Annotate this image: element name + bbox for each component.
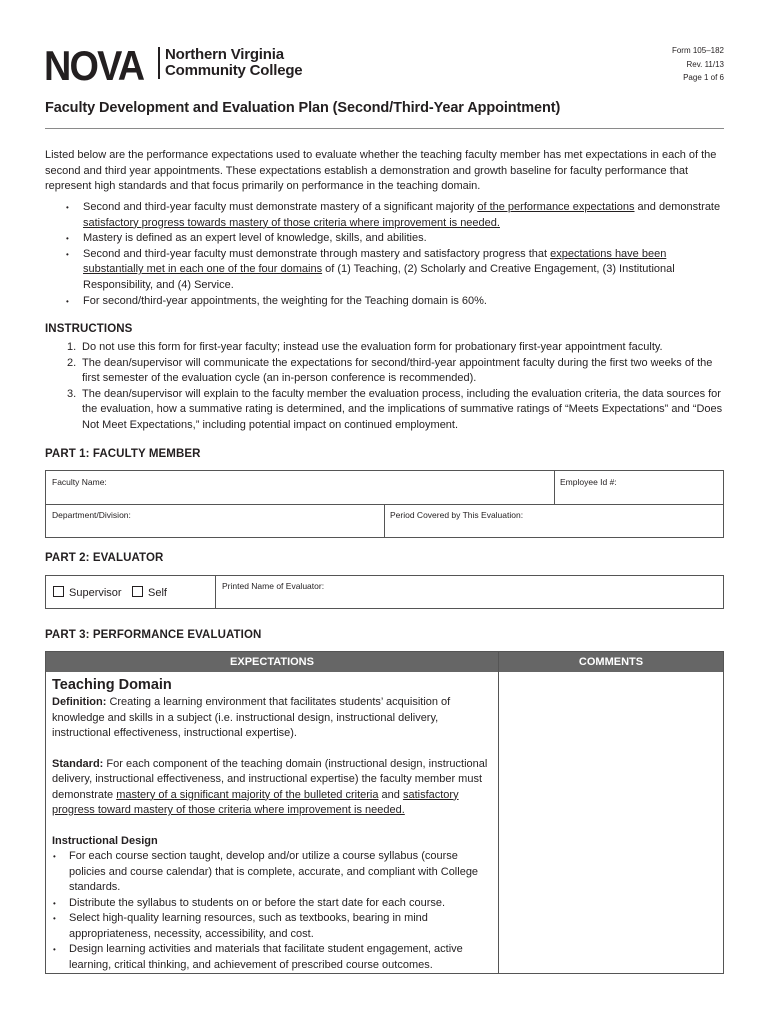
expectations-bullets	[62, 200, 727, 309]
list-item: • For each course section taught, develop and/or utilize a course syllabus (course policies and course calendar) that is complete, accurate, and compliant with College standards.	[52, 849, 492, 896]
list-item: 2. The dean/supervisor will communicate the expectations for second/third-year appointment faculty during the first two weeks of the first semester of the evaluation cycle (an in-person conference is recommended).	[67, 356, 713, 385]
supervisor-checkbox[interactable]	[53, 586, 64, 597]
instructions-heading: INSTRUCTIONS	[45, 323, 133, 335]
form-meta	[672, 44, 724, 85]
page-title: Faculty Development and Evaluation Plan (Second/Third-Year Appointment)	[45, 100, 561, 116]
printed-name-field[interactable]	[222, 593, 717, 607]
part2-heading: PART 2: EVALUATOR	[45, 552, 164, 564]
nova-logo-wordmark: NOVA	[44, 42, 144, 89]
divider	[215, 576, 216, 608]
divider	[384, 504, 385, 538]
period-field[interactable]	[531, 507, 719, 535]
list-item: • Design learning activities and materials that facilitate student engagement, active learning, critical thinking, and achievement of prescribed course outcomes.	[52, 942, 492, 973]
instructional-design-list	[52, 849, 492, 973]
standard-text: Standard: For each component of the teaching domain (instructional design, instructional delivery, instructional effectiveness, and instructional expertise) the faculty member must demonstrate mastery of a significant majority of the bulleted criteria and satisfactory progress toward mastery of those criteria where improvement is needed.	[52, 757, 488, 816]
college-name	[165, 47, 302, 79]
definition-text: Definition: Creating a learning environment that facilitates students’ acquisition of knowledge and skills in a subject (i.e. instructional design, instructional delivery, instructional effectiveness, instructional expertise).	[52, 696, 451, 739]
employee-id-field[interactable]	[621, 473, 719, 501]
performance-table	[45, 651, 724, 974]
list-item: • For second/third-year appointments, the weighting for the Teaching domain is 60%.	[62, 294, 727, 310]
instructional-design-heading: Instructional Design	[52, 834, 158, 847]
instructions-list	[62, 340, 727, 434]
faculty-name-label: Faculty Name:	[52, 477, 107, 487]
part1-heading: PART 1: FACULTY MEMBER	[45, 448, 201, 460]
department-field[interactable]	[146, 507, 376, 535]
list-item: • Mastery is defined as an expert level of knowledge, skills, and abilities.	[62, 231, 727, 247]
supervisor-option[interactable]: Supervisor	[53, 586, 122, 599]
list-item: 1. Do not use this form for first-year faculty; instead use the evaluation form for probationary first-year appointment faculty.	[67, 341, 663, 353]
faculty-name-field[interactable]	[126, 473, 546, 501]
form-number: Form 105–182	[671, 46, 724, 55]
list-item: • Second and third-year faculty must demonstrate through mastery and satisfactory progress that expectations have been substantially met in each one of the four domains of (1) Teaching, (2) Scholarly and Creative Engagement, (3) Institutional Responsibility, and (4) Service.	[62, 247, 727, 294]
divider	[498, 652, 499, 973]
college-name-line1: Northern Virginia	[165, 46, 284, 63]
self-checkbox[interactable]	[132, 586, 143, 597]
title-divider	[45, 128, 724, 129]
evaluator-box	[45, 575, 724, 609]
comments-field[interactable]	[501, 674, 721, 972]
period-label: Period Covered by This Evaluation:	[390, 510, 524, 520]
logo-divider	[158, 47, 160, 79]
employee-id-label: Employee Id #:	[560, 477, 617, 487]
form-revision: Rev. 11/13	[686, 59, 724, 69]
intro-paragraph: Listed below are the performance expectations used to evaluate whether the teaching faculty member has met expectations in each of the second and third year appointments. These expectations establish a demonstration and growth baseline for faculty performance that represent high standards and that focus primarily on performance in the teaching domain.	[45, 149, 717, 193]
domain-title: Teaching Domain	[52, 677, 172, 693]
expectations-column-header: EXPECTATIONS	[46, 652, 498, 672]
list-item: • Second and third-year faculty must demonstrate mastery of a significant majority of the performance expectations and demonstrate satisfactory progress towards mastery of those criteria where improvement is needed.	[62, 200, 727, 231]
list-item: • Select high-quality learning resources, such as textbooks, bearing in mind appropriateness, necessity, accessibility, and cost.	[52, 911, 492, 942]
page-number: Page 1 of 6	[683, 73, 724, 82]
comments-column-header: COMMENTS	[499, 652, 723, 672]
self-option[interactable]: Self	[132, 586, 167, 599]
divider	[554, 471, 555, 504]
faculty-member-box	[45, 470, 724, 538]
department-label: Department/Division:	[52, 510, 131, 520]
expectations-cell	[52, 676, 492, 973]
list-item: • Distribute the syllabus to students on or before the start date for each course.	[52, 896, 492, 912]
part3-heading: PART 3: PERFORMANCE EVALUATION	[45, 629, 262, 641]
list-item: 3. The dean/supervisor will explain to the faculty member the evaluation process, including the evaluation criteria, the data sources for the evaluation, how a summative rating is determined, and the implications of summative ratings of “Meets Expectations” and “Does Not Meet Expectations,” including potential impact on continued employment.	[67, 387, 723, 431]
printed-name-label: Printed Name of Evaluator:	[222, 581, 325, 591]
college-name-line2: Community College	[165, 62, 303, 79]
